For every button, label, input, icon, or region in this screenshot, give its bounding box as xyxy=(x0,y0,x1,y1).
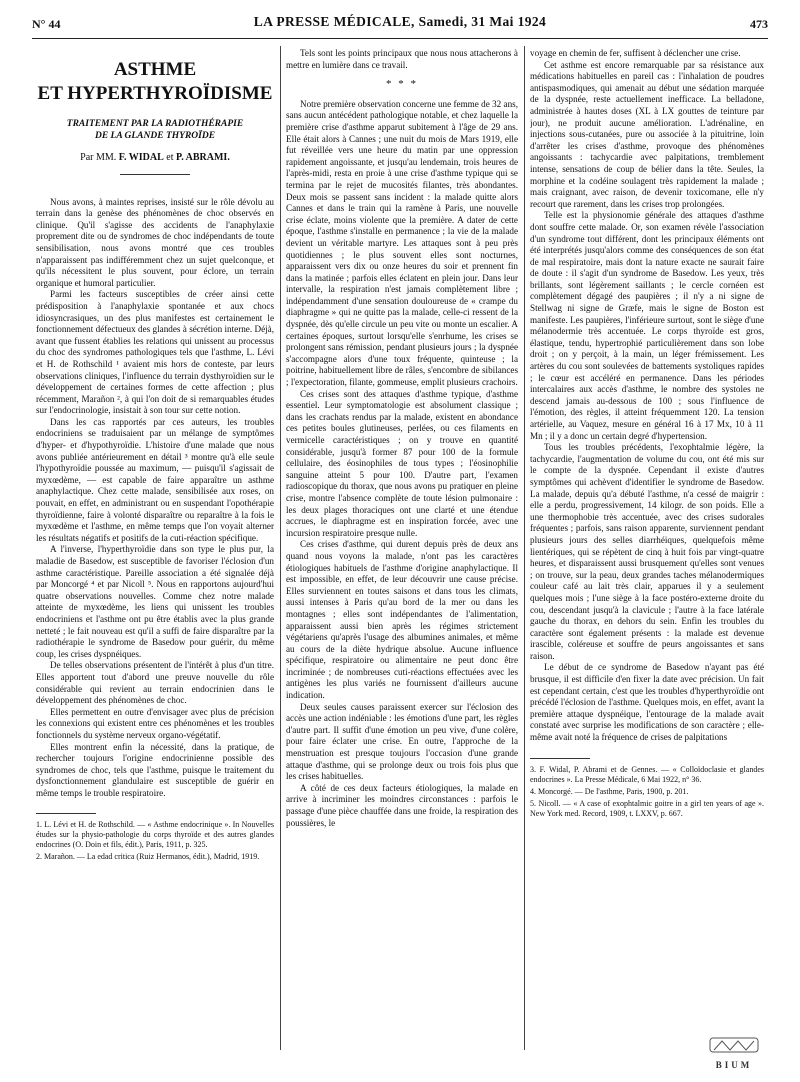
section-break-stars: * * * xyxy=(386,78,418,91)
paragraph: Parmi les facteurs susceptibles de créer ainsi cette prédisposition à l'anaphylaxie spontanée et aux chocs idiosyncrasiques, un des plus manifestes est certainement le fonctionnement défectueux des glandes à sécrétion interne. Déjà, avant que fussent établies les relations qui unissent au processus du choc des syndromes pathologiques tels que l'asthme, L. Lévi et H. de Rothschild ¹ avaient mis hors de conteste, par leurs observations cliniques, l'influence du terrain dysthyroïdien sur le développement de certaines formes de cette affection ; plus récemment, Marañon ², à qui l'on doit de si remarquables études sur l'endocrinologie, insistait à son tour sur cette notion. xyxy=(36,289,274,416)
page-header xyxy=(32,14,768,36)
logo-text: BIUM xyxy=(715,1060,753,1070)
article-subtitle: TRAITEMENT PAR LA RADIOTHÉRAPIE DE LA GLANDE THYROÏDE xyxy=(66,119,244,141)
issue-number: N° 44 xyxy=(32,17,61,31)
paragraph: Nous avons, à maintes reprises, insisté sur le rôle dévolu au terrain dans la genèse des phénomènes de choc observés en clinique. Qu'il s'agisse des accidents de l'anaphylaxie proprement dite ou de syndromes de choc indépendants de toute sensibilisation, nous avons montré que ces troubles n'apparaissent pas indifféremment chez un sujet quelconque, et qu'ils nécessitent le plus souvent, pour éclore, un terrain organique et humoral particulier. xyxy=(36,196,274,288)
paragraph: Cet asthme est encore remarquable par sa résistance aux médications habituelles en pareil cas : l'inhalation de poudres antispasmodiques, qui amenait au début une sédation marquée de la dyspnée, reste actuellement inefficace. La belladone, administrée à hautes doses (XL à LX gouttes de teinture par jour), ne produit aucune amélioration. L'adrénaline, en injections sous-cutanées, pure ou associée à la pituitrine, loin d'arrêter les crises d'asthme, provoque des phénomènes angoissants : tachycardie avec palpitations, tremblement intense, sensations de coup de bélier dans la tête. Seules, la morphine et la codéine soulagent très rapidement la malade ; mais craignant, avec raison, de devenir toxicomane, elle n'y recourt que rarement, dans les crises trop prolongées. xyxy=(530,59,764,209)
paragraph: Elles permettent en outre d'envisager avec plus de précision les connexions qui existent entre ces phénomènes et les troubles fonctionnels du système nerveux organo-végétatif. xyxy=(36,706,274,740)
paragraph: Ces crises sont des attaques d'asthme typique, d'asthme essentiel. Leur symptomatologie est absolument classique ; dans les crachats rendus par la malade, existent en abondance ces petites boules glutineuses, perlées, ou ces filaments en vermicelle caractéristiques ; on y trouve en quantité considérable, jusqu'à former 87 pour 100 de la formule cellulaire, des éosinophiles de tous types ; l'éosinophilie sanguine atteint 5 pour 100. D'autre part, l'examen radioscopique du thorax, que nous avons pu pratiquer en pleine crise, montre l'absence complète de toute lésion pulmonaire : les deux plages thoraciques ont une clarté et une étendue accrues, le diaphragme est en inspiration forcée, avec une incursion respiratoire presque nulle. xyxy=(286,388,518,538)
footnote: 4. Moncorgé. — De l'asthme, Paris, 1900, p. 201. xyxy=(530,786,689,796)
title-rule xyxy=(120,174,190,175)
column-1 xyxy=(36,48,274,1048)
footnote-rule xyxy=(36,813,96,814)
paragraph: Ces crises d'asthme, qui durent depuis près de deux ans quand nous voyons la malade, n'ont pas les caractères étiologiques habituels de l'asthme d'origine anaphylactique. Il est impossible, en effet, de leur découvrir une cause précise. Elles surviennent en toutes saisons et dans tous les climats, aussi intenses à Paris qu'au bord de la mer ou dans les montagnes ; elles sont indépendantes de l'alimentation, apparaissent aussi bien après les régimes strictement végétariens qu'après l'usage des albumines animales, et même au cours de la diète hydrique absolue. Aucune influence spécifique, respiratoire ou alimentaire ne peut donc être incriminée ; de nombreuses cuti-réactions effectuées avec les antigènes les plus variés ne fournissent d'ailleurs aucune indication. xyxy=(286,539,518,701)
paragraph: Telle est la physionomie générale des attaques d'asthme dont souffre cette malade. Or, son examen révèle l'association d'un syndrome tout différent, dont les principaux éléments ont été interprétés jusqu'alors comme des conséquences de son état de mal respiratoire, mais dont la nature exacte ne saurait faire de doute : il s'agit d'un syndrome de Basedow. Les yeux, très brillants, sont légèrement saillants ; le cercle cornéen est complètement dégagé des paupières ; il n'y a ni signe de Stellwag ni signe de Græfe, mais le signe de Boston est manifeste. Les paupières, l'inférieure surtout, sont le siège d'une mélanodermie très accentuée. Le corps thyroïde est gros, élastique, tendu, hypertrophié particulièrement dans son lobe droit ; on y perçoit, à la main, un léger frémissement. Les artères du cou sont soulevées de battements systoliques rapides ; le cœur est accéléré en permanence. Dans les périodes intercalaires aux accès d'asthme, le nombre des systoles ne descend jamais au-dessous de 100 ; sous l'influence de l'émotion, des règles, il atteint fréquemment 120. La tension artérielle, au Vaquez, mesure en général 16 à 17 Mx, 10 à 11 Mn ; il y a donc un certain degré d'hypertension. xyxy=(530,210,764,441)
paragraph: Le début de ce syndrome de Basedow n'ayant pas été brusque, il est difficile d'en fixer la date avec précision. Un fait est cependant certain, c'est que les troubles d'hyperthyroïdie ont précédé l'éclosion de l'asthme. Quelques mois, en effet, avant la première attaque dyspnéique, l'entourage de la malade avait constaté avec surprise les modifications de son caractère ; elle-même avait noté la fréquence de crises de palpitations xyxy=(530,662,764,743)
paragraph: A côté de ces deux facteurs étiologiques, la malade en arrive à incriminer les moindres circonstances : parfois le passage d'une pièce chauffée dans une froide, la respiration des poussières, le xyxy=(286,782,518,828)
paragraph: De telles observations présentent de l'intérêt à plus d'un titre. Elles apportent tout d'abord une preuve nouvelle du rôle considérable qui revient au terrain endocrinien dans le développement des phénomènes de choc. xyxy=(36,660,274,706)
paragraph: voyage en chemin de fer, suffisent à déclencher une crise. xyxy=(530,48,741,58)
paragraph: Elles montrent enfin la nécessité, dans la pratique, de rechercher toujours l'origine endocrinienne possible des syndromes de choc, tels que l'asthme, puisque le traitement du dysfonctionnement glandulaire est susceptible de guérir en même temps le trouble respiratoire. xyxy=(36,741,274,798)
article-authors: Par MM. F. WIDAL et P. ABRAMI. xyxy=(80,152,230,163)
paragraph: Tels sont les points principaux que nous nous attacherons à mettre en lumière dans ce travail. xyxy=(286,48,518,70)
page-number: 473 xyxy=(750,17,768,31)
footnote-rule xyxy=(530,758,590,759)
journal-title: LA PRESSE MÉDICALE, Samedi, 31 Mai 1924 xyxy=(253,14,547,29)
bium-logo-icon xyxy=(704,1036,764,1060)
column-2 xyxy=(286,48,518,1038)
article-title: ASTHME ET HYPERTHYROÏDISME xyxy=(37,59,273,104)
footnote: 2. Marañon. — La edad critica (Ruiz Hermanos, édit.), Madrid, 1919. xyxy=(36,852,260,862)
paragraph: A l'inverse, l'hyperthyroïdie dans son type le plus pur, la maladie de Basedow, est susceptible de favoriser l'éclosion d'un asthme caractéristique. Pareille association a été signalée déjà par Moncorgé ⁴ et par Nicoll ⁵. Nous en rapportons aujourd'hui quatre observations nouvelles. Comme chez notre malade atteinte de myxœdème, les liens qui unissent les troubles endocriniens et l'asthme ont pu être établis avec la plus grande netteté ; le fait nouveau est qu'il a suffi de faire disparaître par la radiothérapie le syndrome de Basedow pour guérir, du même coup, les crises dyspnéiques. xyxy=(36,544,274,659)
paragraph: Tous les troubles précédents, l'exophtalmie légère, la tachycardie, l'augmentation de volume du cou, ont été mis sur le compte de la dyspnée. Cependant il existe d'autres symptômes qui achèvent d'identifier le syndrome de Basedow. La malade, depuis qu'a débuté l'asthme, n'a cessé de maigrir : elle a perdu, progressivement, 14 kilogr. de son poids. Elle a une thermophobie très accentuée, avec des crises sudorales fréquentes ; parfois, sans raison apparente, surviennent pendant plusieurs jours des selles diarrhéiques, quelquefois même lientériques, qui se répètent de cinq à huit fois par vingt-quatre heures, et disparaissent aussi brusquement qu'elles sont venues ; on trouve, sur la peau, deux grandes taches mélanodermiques couleur café au lait très clair, apparues il y a seulement quelques mois ; l'une siège à la face postéro-externe droite du cou, descendant jusqu'à la clavicule ; l'autre à la face latérale gauche du thorax, en dehors du sein. Enfin les troubles du caractère sont également présents : la malade est devenue irascible, coléreuse et souffre de peurs angoissantes et sans raison. xyxy=(530,442,764,661)
footnote: 1. L. Lévi et H. de Rothschild. — « Asthme endocrinique ». In Nouvelles études sur la physio-pathologie du corps thyroïde et des autres glandes endocrines (O. Doin et fils, édit.), Paris, 1911, p. 325. xyxy=(36,820,274,850)
bium-logo xyxy=(704,1036,764,1070)
footnote: 5. Nicoll. — « A case of exophtalmic goitre in a girl ten years of age ». New York med. Record, 1909, t. LXXV, p. 667. xyxy=(530,798,764,818)
paragraph: Dans les cas rapportés par ces auteurs, les troubles endocriniens se traduisaient par un mélange de symptômes d'hyper- et d'hypothyroïdie. L'histoire d'une malade que nous avons publiée antérieurement en détail ³ montre qu'à elle seule l'hypothyroïdie poussée au maximum, — puisqu'il s'agissait de myxœdème, — est capable de faire apparaître un asthme anaphylactique. Chez cette malade, sensibilisée aux roses, on pouvait, en effet, en administrant ou en suspendant l'opothérapie thyroïdienne, faire à volonté disparaître ou reparaître à la fois le myxœdème et l'asthme, en même temps que l'on voyait alterner les résultats négatifs et positifs de la cuti-réaction spécifique. xyxy=(36,416,274,543)
footnote: 3. F. Widal, P. Abrami et de Gennes. — « Colloïdoclasie et glandes endocrines ». La Presse Médicale, 6 Mai 1922, n° 36. xyxy=(530,764,764,784)
paragraph: Deux seules causes paraissent exercer sur l'éclosion des accès une action indéniable : les émotions d'une part, les règles d'autre part. Il suffit d'une émotion un peu vive, d'une colère, pour faire éclater une crise. En outre, l'approche de la menstruation est presque toujours l'occasion d'une grande attaque d'asthme, qui se prolonge deux ou trois fois plus que les crises habituelles. xyxy=(286,701,518,782)
column-divider xyxy=(280,46,281,1050)
paragraph: Notre première observation concerne une femme de 32 ans, sans aucun antécédent pathologique notable, et chez laquelle la première crise d'asthme apparut subitement à l'âge de 29 ans. Elle était alors à Cannes ; une nuit du mois de Mars 1919, elle fut réveillée vers une heure du matin par une oppression rapidement angoissante, et jusqu'au lendemain, trois heures de l'après-midi, resta en proie à une crise d'asthme typique qui se termina par le rejet de mucosités filantes, très abondantes. Deux mois se passent sans incident : la malade quitte alors Cannes et dans le train qui la ramène à Paris, une nouvelle crise éclate, moins violente que la première. A dater de cette époque, l'asthme s'installe en permanence ; la vie de la malade devient un véritable martyre. Les attaques sont à peu près quotidiennes ; le plus souvent elles sont nocturnes, apparaissent vers dix ou onze heures du soir et prennent fin dans la matinée ; parfois elles éclatent en plein jour. Dans leur intervalle, la respiration n'est jamais complètement libre ; indépendamment d'une sensation douloureuse de « crampe du diaphragme » qui ne quitte pas la malade, celle-ci ressent de la dyspnée, dès qu'elle circule un peu vite ou monte un escalier. A certaines époques, surtout lorsqu'elle s'enrhume, les crises se prolongent sans rémission, pendant plusieurs jours ; la dyspnée s'accompagne alors d'une toux fréquente, quinteuse ; la poitrine, habituellement libre de râles, s'encombre de sibilances ; l'expectoration, filante, gommeuse, emplit plusieurs crachoirs. xyxy=(286,98,518,388)
header-rule xyxy=(32,38,768,39)
column-divider xyxy=(524,46,525,1050)
column-3 xyxy=(530,48,764,1038)
